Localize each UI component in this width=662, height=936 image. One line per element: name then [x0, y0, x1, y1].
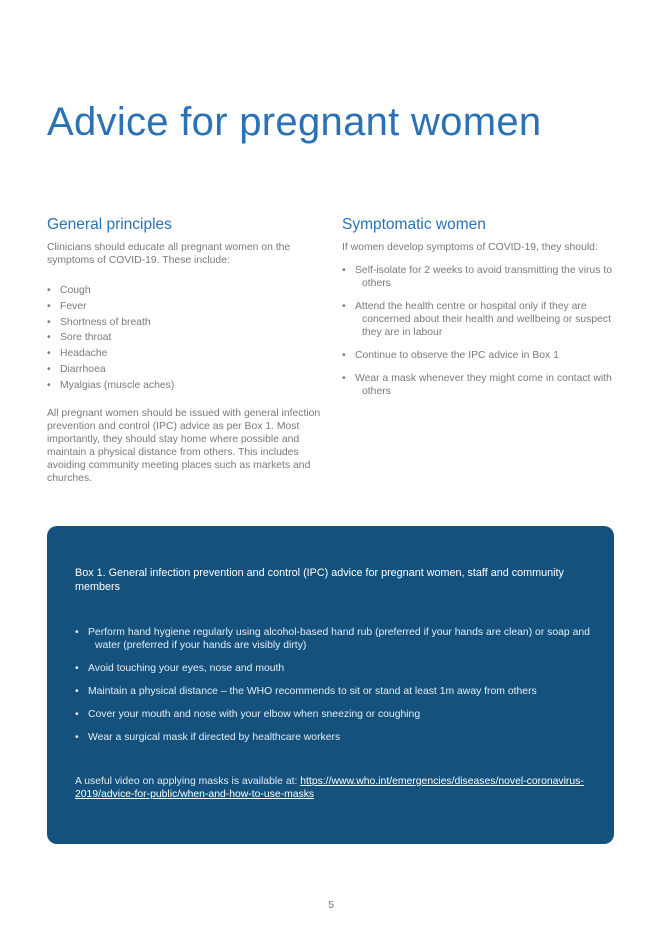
symptomatic-item [342, 264, 618, 290]
symptomatic-item-text: Attend the health centre or hospital only if they are concerned about their health and wellbeing or suspect they are in labour [355, 301, 611, 338]
ipc-advice-text: Avoid touching your eyes, nose and mouth [88, 663, 285, 674]
page-title: Advice for pregnant women [47, 100, 542, 144]
ipc-advice-text: Wear a surgical mask if directed by healthcare workers [88, 732, 341, 743]
ipc-advice-text: Maintain a physical distance – the WHO recommends to sit or stand at least 1m away from others [88, 686, 537, 697]
symptomatic-item [342, 349, 618, 362]
ipc-advice-text: Perform hand hygiene regularly using alcohol-based hand rub (preferred if your hands are clean) or soap and water (preferred if your hands are visibly dirty) [88, 627, 590, 651]
ipc-advice-item [75, 662, 595, 675]
symptom-item: • Headache [47, 346, 325, 362]
symptomatic-intro: If women develop symptoms of COVID-19, they should: [342, 242, 598, 253]
ipc-advice-text: Cover your mouth and nose with your elbow when sneezing or coughing [88, 709, 421, 720]
box-title: Box 1. General infection prevention and control (IPC) advice for pregnant women, staff and community members [75, 567, 564, 593]
bullet-icon: • [342, 350, 346, 361]
bullet-icon: • [75, 709, 79, 720]
video-note [75, 775, 595, 801]
ipc-advice-item [75, 731, 595, 744]
symptom-item: • Diarrhoea [47, 362, 325, 378]
bullet-icon: • [342, 373, 346, 384]
symptomatic-women-heading: Symptomatic women [342, 216, 486, 233]
symptomatic-item-text: Wear a mask whenever they might come in contact with others [355, 373, 612, 397]
symptom-item: • Cough [47, 283, 325, 299]
general-intro: Clinicians should educate all pregnant women on the symptoms of COVID-19. These include: [47, 242, 291, 266]
general-principles-heading: General principles [47, 216, 172, 233]
symptom-item: • Sore throat [47, 330, 325, 346]
video-note-text: A useful video on applying masks is available at: [75, 776, 301, 787]
bullet-icon: • [75, 686, 79, 697]
mask-video-link[interactable]: https://www.who.int/emergencies/diseases/novel-coronavirus-2019/advice-for-public/when-and-how-to-use-masks [75, 776, 584, 800]
ipc-advice-box [47, 526, 614, 844]
symptom-list [47, 283, 325, 394]
bullet-icon: • [75, 627, 79, 638]
symptomatic-list [342, 264, 618, 398]
ipc-advice-list [75, 626, 595, 754]
bullet-icon: • [75, 732, 79, 743]
bullet-icon: • [342, 265, 346, 276]
symptom-item: • Myalgias (muscle aches) [47, 378, 325, 394]
symptomatic-item-text: Self-isolate for 2 weeks to avoid transmitting the virus to others [355, 265, 612, 289]
ipc-advice-item [75, 685, 595, 698]
symptomatic-item [342, 372, 618, 398]
symptomatic-women-section [342, 216, 618, 408]
page-number: 5 [328, 900, 334, 911]
symptomatic-item-text: Continue to observe the IPC advice in Box 1 [355, 350, 559, 361]
general-closing: All pregnant women should be issued with general infection prevention and control (IPC) advice as per Box 1. Most importantly, they should stay home where possible and maintain a physical distance from others. This includes avoiding community meeting places such as markets and churches. [47, 407, 321, 484]
symptom-item: • Fever [47, 299, 325, 315]
symptomatic-item [342, 300, 618, 339]
ipc-advice-item [75, 626, 595, 652]
general-principles-section [47, 216, 325, 485]
bullet-icon: • [342, 301, 346, 312]
ipc-advice-item [75, 708, 595, 721]
symptom-item: • Shortness of breath [47, 315, 325, 331]
bullet-icon: • [75, 663, 79, 674]
